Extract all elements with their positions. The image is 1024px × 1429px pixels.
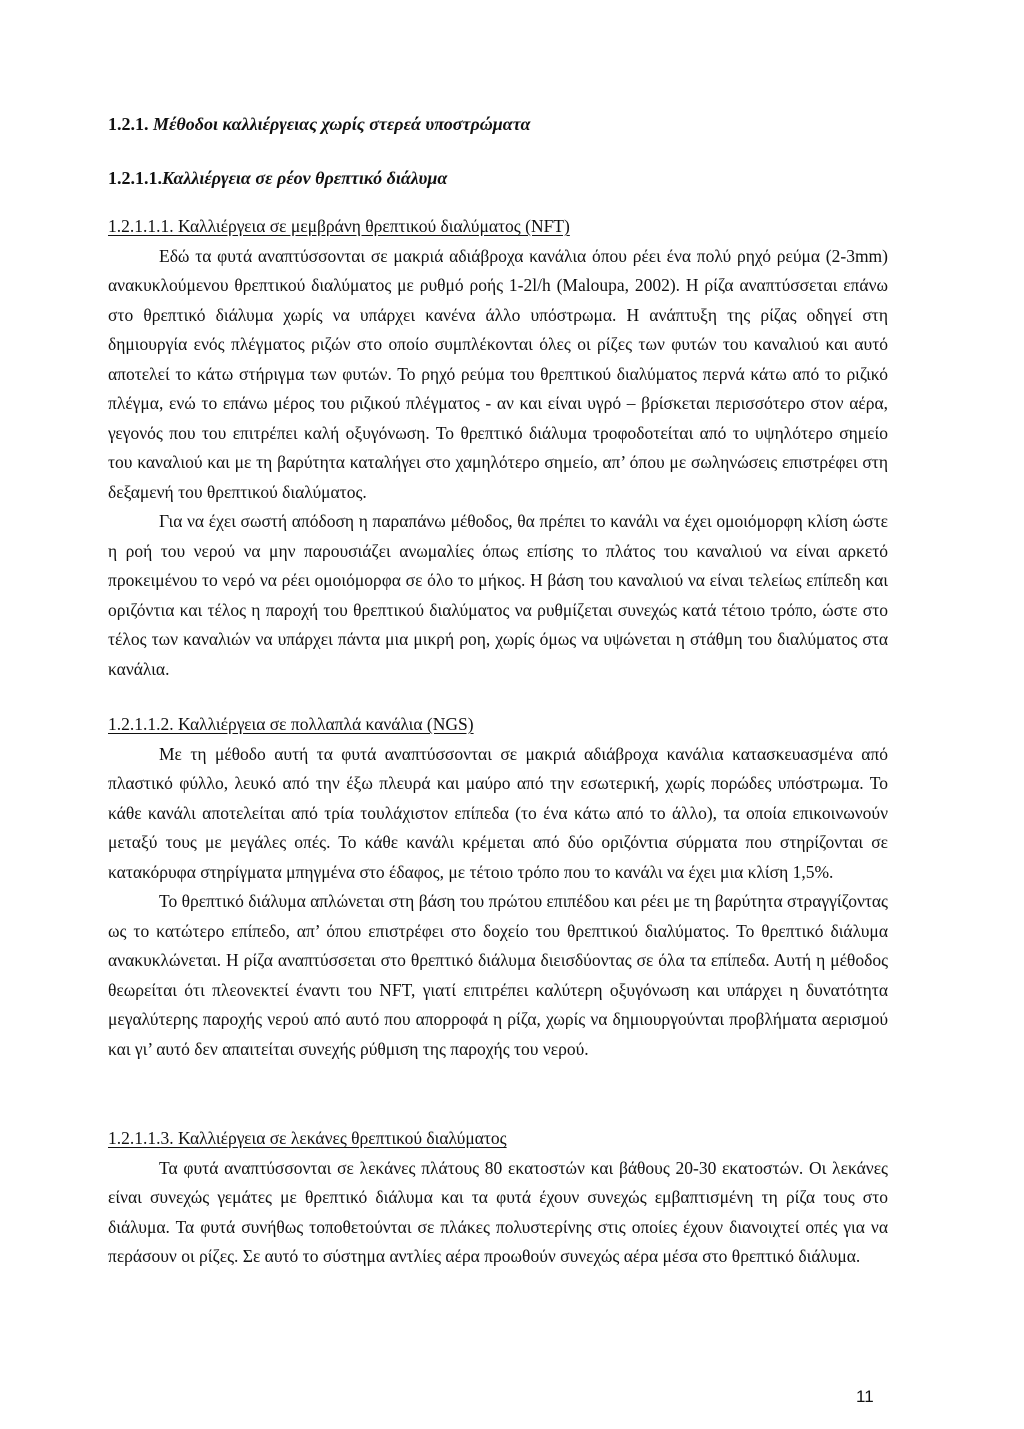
heading-1-number: 1.2.1.: [108, 114, 149, 134]
section-heading: 1.2.1.1.2. Καλλιέργεια σε πολλαπλά κανάλια (NGS): [108, 714, 474, 734]
paragraph: Με τη μέθοδο αυτή τα φυτά αναπτύσσονται σε μακριά αδιάβροχα κανάλια κατασκευασμένα από πλαστικό φύλλο, λευκό από την έξω πλευρά και μαύρο από την εσωτερική, χωρίς πορώδες υπόστρωμα. Το κάθε κανάλι αποτελείται από τρία τουλάχιστον επίπεδα (το ένα κάτω από το άλλο), τα οποία επικοινωνούν μεταξύ τους με μεγάλες οπές. Το κάθε κανάλι κρέμεται από δύο οριζόντια σύρματα που στηρίζονται σε κατακόρυφα στηρίγματα μπηγμένα στο έδαφος, με τέτοιο τρόπο που το κανάλι να έχει μια κλίση 1,5%.: [108, 743, 888, 882]
heading-1: [108, 110, 530, 140]
page-number: 11: [856, 1387, 874, 1406]
heading-2-title: Καλλιέργεια σε ρέον θρεπτικό διάλυμα: [162, 168, 448, 188]
paragraph: Για να έχει σωστή απόδοση η παραπάνω μέθοδος, θα πρέπει το κανάλι να έχει ομοιόμορφη κλίση ώστε η ροή του νερού να μην παρουσιάζει ανωμαλίες όπως επίσης το πλάτος του καναλιού να είναι αρκετό προκειμένου το νερό να ρέει ομοιόμορφα σε όλο το μήκος. Η βάση του καναλιού να είναι τελείως επίπεδη και οριζόντια και τέλος η παροχή του θρεπτικού διαλύματος να ρυθμίζεται συνεχώς κατά τέτοιο τρόπο, ώστε στο τέλος των καναλιών να υπάρχει πάντα μια μικρή ροη, χωρίς όμως να υψώνεται η στάθμη του διαλύματος στα κανάλια.: [108, 511, 888, 679]
section-heading: 1.2.1.1.1. Καλλιέργεια σε μεμβράνη θρεπτικού διαλύματος (NFT): [108, 216, 570, 236]
heading-2-number: 1.2.1.1.: [108, 168, 162, 188]
heading-2: [108, 164, 447, 194]
paragraph: Εδώ τα φυτά αναπτύσσονται σε μακριά αδιάβροχα κανάλια όπου ρέει ένα πολύ ρηχό ρεύμα (2-3mm) ανακυκλούμενου θρεπτικού διαλύματος με ρυθμό ροής 1-2l/h (Maloupa, 2002). Η ρίζα αναπτύσσεται επάνω στο θρεπτικό διάλυμα χωρίς να υπάρχει κανένα άλλο υπόστρωμα. Η ανάπτυξη της ρίζας οδηγεί στη δημιουργία ενός πλέγματος ριζών στο οποίο συμπλέκονται όλες οι ρίζες των φυτών του καναλιού και αυτό αποτελεί το κάτω στήριγμα των φυτών. Το ρηχό ρεύμα του θρεπτικού διαλύματος περνά κάτω από το ριζικό πλέγμα, ενώ το επάνω μέρος του ριζικού πλέγματος - αν και είναι υγρό – βρίσκεται περισσότερο στον αέρα, γεγονός που του επιτρέπει καλή οξυγόνωση. Το θρεπτικό διάλυμα τροφοδοτείται από το υψηλότερο σημείο του καναλιού και με τη βαρύτητα καταλήγει στο χαμηλότερο σημείο, απ’ όπου με σωληνώσεις επιστρέφει στη δεξαμενή του θρεπτικού διαλύματος.: [108, 245, 888, 502]
section-basins: [108, 1124, 888, 1272]
section-nft: [108, 212, 888, 684]
heading-1-title: Μέθοδοι καλλιέργειας χωρίς στερεά υποστρώματα: [153, 114, 531, 134]
paragraph: Το θρεπτικό διάλυμα απλώνεται στη βάση του πρώτου επιπέδου και ρέει με τη βαρύτητα στραγγίζοντας ως το κατώτερο επίπεδο, απ’ όπου επιστρέφει στο δοχείο του θρεπτικού διαλύματος. Το θρεπτικό διάλυμα ανακυκλώνεται. Η ρίζα αναπτύσσεται στο θρεπτικό διάλυμα διεισδύοντας σε όλα τα επίπεδα. Αυτή η μέθοδος θεωρείται ότι πλεονεκτεί έναντι του NFT, γιατί επιτρέπει καλύτερη οξυγόνωση και υπάρχει η δυνατότητα μεγαλύτερης παροχής νερού από αυτό που απορροφά η ρίζα, χωρίς να δημιουργούνται προβλήματα αερισμού και γι’ αυτό δεν απαιτείται συνεχής ρύθμιση της παροχής του νερού.: [108, 891, 888, 1059]
section-ngs: [108, 710, 888, 1064]
section-heading: 1.2.1.1.3. Καλλιέργεια σε λεκάνες θρεπτικού διαλύματος: [108, 1128, 507, 1148]
paragraph: Τα φυτά αναπτύσσονται σε λεκάνες πλάτους 80 εκατοστών και βάθους 20-30 εκατοστών. Οι λεκάνες είναι συνεχώς γεμάτες με θρεπτικό διάλυμα και τα φυτά έχουν συνεχώς εμβαπτισμένη τη ρίζα τους στο διάλυμα. Τα φυτά συνήθως τοποθετούνται σε πλάκες πολυστερίνης στις οποίες έχουν διανοιχτεί οπές για να περάσουν οι ρίζες. Σε αυτό το σύστημα αντλίες αέρα προωθούν συνεχώς αέρα μέσα στο θρεπτικό διάλυμα.: [108, 1157, 888, 1266]
